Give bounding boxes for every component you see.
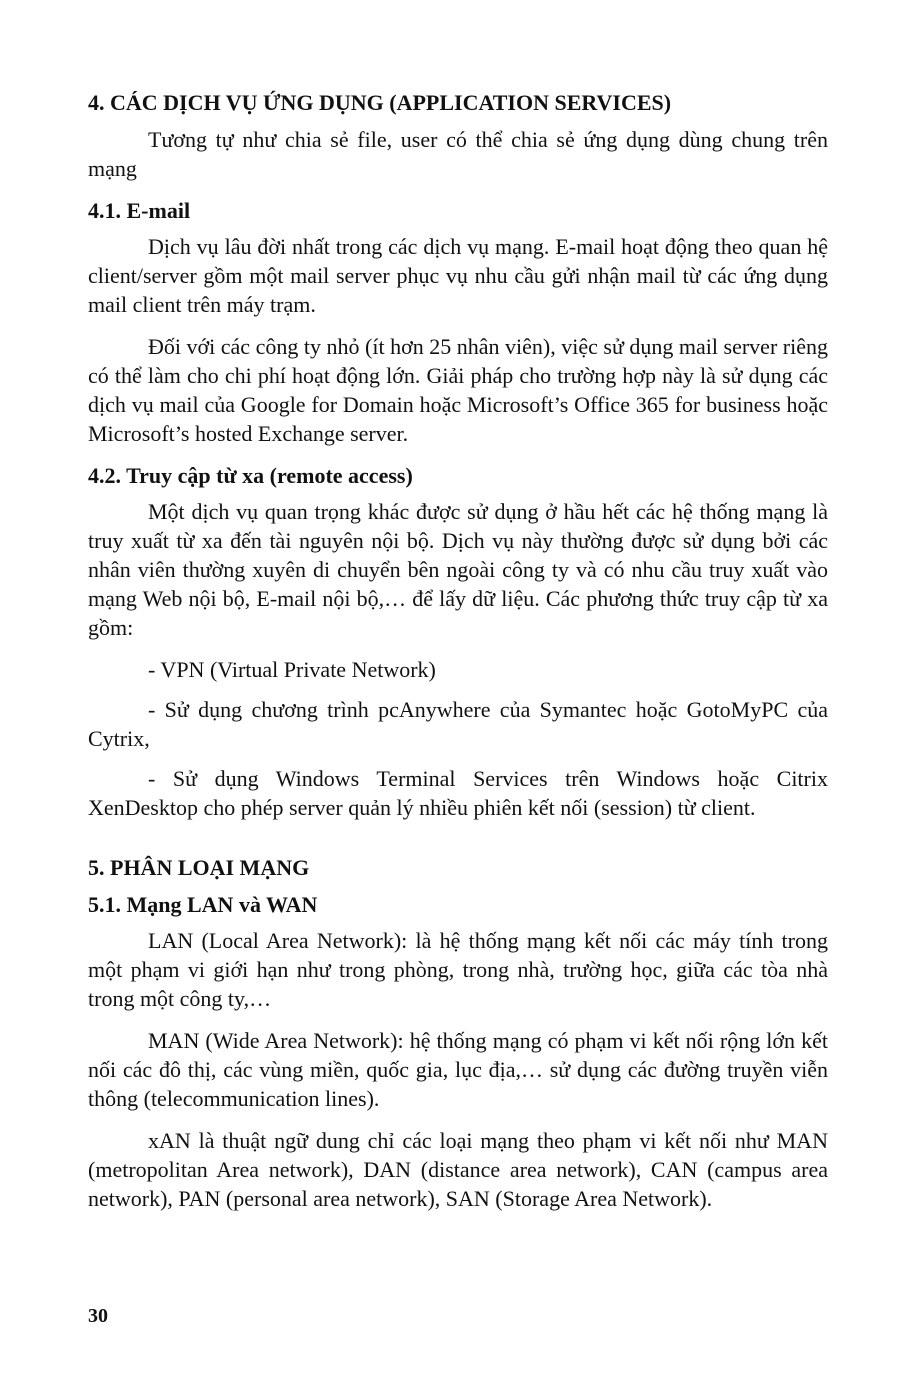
section-5-1-heading: 5.1. Mạng LAN và WAN [88, 892, 318, 917]
section-4-2-paragraph-1: Một dịch vụ quan trọng khác được sử dụng ở hầu hết các hệ thống mạng là truy xuất từ xa đến tài nguyên nội bộ. Dịch vụ này thường được sử dụng bởi các nhân viên thường xuyên di chuyển bên ngoài công ty và có nhu cầu truy xuất vào mạng Web nội bộ, E-mail nội bộ,… để lấy dữ liệu. Các phương thức truy cập từ xa gồm: [88, 499, 828, 640]
page-content [88, 88, 828, 1226]
section-spacer [88, 833, 828, 853]
section-4-heading: 4. CÁC DỊCH VỤ ỨNG DỤNG (APPLICATION SERVICES) [88, 90, 672, 115]
bullet-item: - Sử dụng chương trình pcAnywhere của Symantec hoặc GotoMyPC của Cytrix, [88, 697, 828, 751]
section-4-1-paragraph-1: Dịch vụ lâu đời nhất trong các dịch vụ mạng. E-mail hoạt động theo quan hệ client/server gồm một mail server phục vụ nhu cầu gửi nhận mail từ các ứng dụng mail client trên máy trạm. [88, 234, 828, 317]
section-4-2-heading: 4.2. Truy cập từ xa (remote access) [88, 463, 413, 488]
section-4-1-heading: 4.1. E-mail [88, 198, 191, 223]
section-5-heading: 5. PHÂN LOẠI MẠNG [88, 855, 310, 880]
section-5-1-paragraph-2: MAN (Wide Area Network): hệ thống mạng có phạm vi kết nối rộng lớn kết nối các đô thị, các vùng miền, quốc gia, lục địa,… sử dụng các đường truyền viễn thông (telecommunication lines). [88, 1028, 828, 1111]
bullet-item: - VPN (Virtual Private Network) [148, 657, 436, 682]
page-number: 30 [88, 1305, 108, 1327]
section-5-1-paragraph-3: xAN là thuật ngữ dung chỉ các loại mạng theo phạm vi kết nối như MAN (metropolitan Area network), DAN (distance area network), CAN (campus area network), PAN (personal area network), SAN (Storage Area Network). [88, 1128, 828, 1211]
section-5-1-paragraph-1: LAN (Local Area Network): là hệ thống mạng kết nối các máy tính trong một phạm vi giới hạn như trong phòng, trong nhà, trường học, giữa các tòa nhà trong một công ty,… [88, 928, 828, 1011]
section-4-intro: Tương tự như chia sẻ file, user có thể chia sẻ ứng dụng dùng chung trên mạng [88, 127, 828, 181]
bullet-item: - Sử dụng Windows Terminal Services trên Windows hoặc Citrix XenDesktop cho phép server quản lý nhiều phiên kết nối (session) từ client. [88, 766, 828, 820]
section-4-1-paragraph-2: Đối với các công ty nhỏ (ít hơn 25 nhân viên), việc sử dụng mail server riêng có thể làm cho chi phí hoạt động lớn. Giải pháp cho trường hợp này là sử dụng các dịch vụ mail của Google for Domain hoặc Microsoft’s Office 365 for business hoặc Microsoft’s hosted Exchange server. [88, 334, 828, 446]
